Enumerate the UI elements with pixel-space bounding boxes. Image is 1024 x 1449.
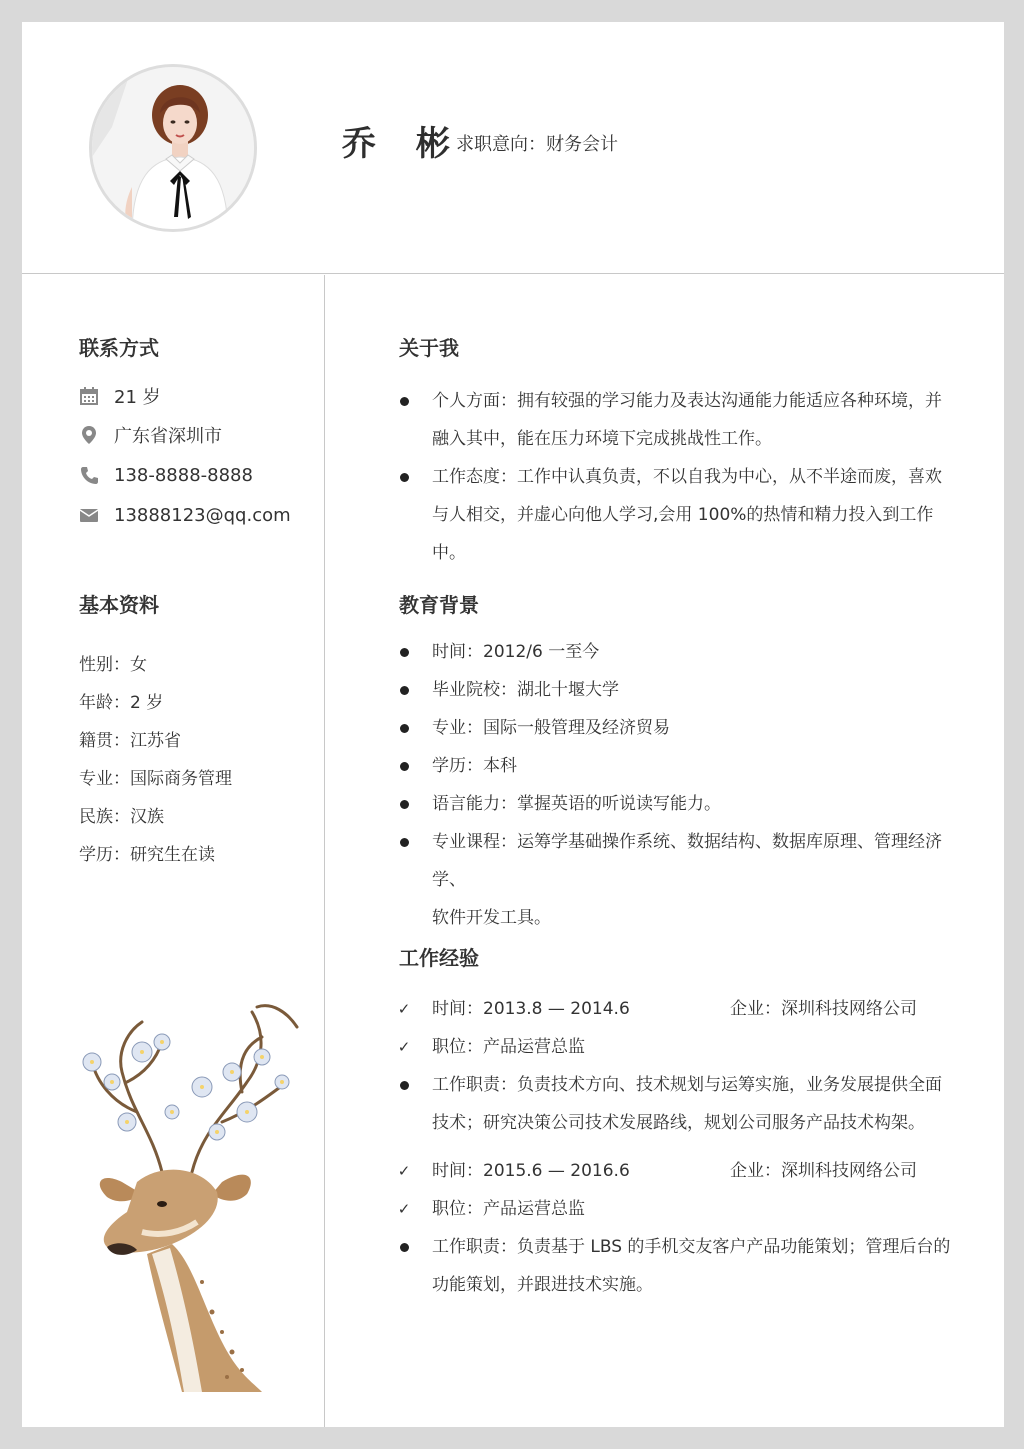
work-2-position: 职位：产品运营总监 (432, 1199, 585, 1219)
resume-page (22, 22, 1004, 1427)
basic-native-place: 籍贯：江苏省 (79, 731, 181, 751)
contact-location-text: 广东省深圳市 (114, 426, 222, 447)
education-time (394, 633, 964, 671)
bullet-icon (394, 382, 414, 420)
location-icon (79, 425, 99, 445)
education-school-text: 毕业院校：湖北十堰大学 (432, 680, 619, 700)
work-1-duty-line-1: 工作职责：负责技术方向、技术规划与运筹实施，业务发展提供全面 (432, 1075, 942, 1095)
work-1-time: 时间：2013.8 — 2014.6 (432, 999, 630, 1019)
contact-title: 联系方式 (79, 336, 159, 360)
about-item-line-2: 融入其中，能在压力环境下完成挑战性工作。 (432, 429, 772, 449)
calendar-icon (79, 386, 99, 406)
education-major (394, 709, 964, 747)
check-icon: ✓ (397, 1000, 411, 1018)
work-1-position-row (394, 1028, 964, 1066)
about-item-line-1: 工作态度：工作中认真负责，不以自我为中心，从不半途而废，喜欢 (432, 467, 942, 487)
contact-phone-text: 138-8888-8888 (114, 464, 253, 486)
work-2-duty-line-1: 工作职责：负责基于 LBS 的手机交友客户产品功能策划；管理后台的 (432, 1237, 951, 1257)
work-2-duty (394, 1228, 964, 1304)
check-icon: ✓ (397, 1038, 411, 1056)
work-1-company: 企业：深圳科技网络公司 (730, 999, 917, 1019)
contact-phone (79, 462, 253, 488)
basic-ethnicity: 民族：汉族 (79, 807, 164, 827)
education-degree-text: 学历：本科 (432, 756, 517, 776)
education-time-text: 时间：2012/6 一至今 (432, 642, 600, 662)
education-courses-line-2: 软件开发工具。 (432, 908, 551, 928)
bullet-icon (394, 671, 414, 709)
about-item-line-2: 与人相交，并虚心向他人学习,会用 100%的热情和精力投入到工作中。 (432, 505, 934, 563)
deer-illustration (52, 982, 312, 1392)
phone-icon (79, 465, 99, 485)
resume-header (22, 22, 1004, 274)
contact-email-text: 13888123@qq.com (114, 504, 291, 526)
bullet-icon (394, 823, 414, 861)
bullet-icon (394, 709, 414, 747)
basic-title: 基本资料 (79, 593, 159, 617)
job-intent: 求职意向：财务会计 (456, 134, 618, 155)
profile-photo (89, 64, 257, 232)
education-major-text: 专业：国际一般管理及经济贸易 (432, 718, 670, 738)
education-school (394, 671, 964, 709)
candidate-name: 乔 彬 (342, 124, 464, 164)
bullet-icon (394, 747, 414, 785)
education-courses (394, 823, 964, 937)
work-1-position: 职位：产品运营总监 (432, 1037, 585, 1057)
about-title: 关于我 (399, 336, 459, 360)
education-degree (394, 747, 964, 785)
contact-email (79, 502, 291, 528)
bullet-icon (394, 633, 414, 671)
contact-age (79, 383, 161, 409)
education-title: 教育背景 (399, 593, 479, 617)
contact-location (79, 422, 222, 448)
work-2-time-row (394, 1152, 964, 1190)
bullet-icon (394, 458, 414, 496)
basic-age: 年龄：2 岁 (79, 693, 164, 713)
about-item-personal (394, 382, 964, 458)
work-1-duty (394, 1066, 964, 1142)
work-1-duty-line-2: 技术；研究决策公司技术发展路线，规划公司服务产品技术构架。 (432, 1113, 925, 1133)
work-2-duty-line-2: 功能策划，并跟进技术实施。 (432, 1275, 653, 1295)
work-2-time: 时间：2015.6 — 2016.6 (432, 1161, 630, 1181)
bullet-icon (394, 1228, 414, 1266)
bullet-icon (394, 785, 414, 823)
education-language (394, 785, 964, 823)
work-1-time-row (394, 990, 964, 1028)
basic-education: 学历：研究生在读 (79, 845, 215, 865)
basic-major: 专业：国际商务管理 (79, 769, 232, 789)
education-language-text: 语言能力：掌握英语的听说读写能力。 (432, 794, 721, 814)
column-divider (324, 275, 325, 1427)
contact-age-text: 21 岁 (114, 387, 161, 408)
mail-icon (79, 505, 99, 525)
check-icon: ✓ (397, 1200, 411, 1218)
about-item-attitude (394, 458, 964, 572)
about-item-line-1: 个人方面：拥有较强的学习能力及表达沟通能力能适应各种环境，并 (432, 391, 942, 411)
bullet-icon (394, 1066, 414, 1104)
check-icon: ✓ (397, 1162, 411, 1180)
work-2-company: 企业：深圳科技网络公司 (730, 1161, 917, 1181)
work-title: 工作经验 (399, 946, 479, 970)
work-2-position-row (394, 1190, 964, 1228)
education-courses-line-1: 专业课程：运筹学基础操作系统、数据结构、数据库原理、管理经济学、 (432, 832, 942, 890)
basic-gender: 性别：女 (79, 655, 147, 675)
